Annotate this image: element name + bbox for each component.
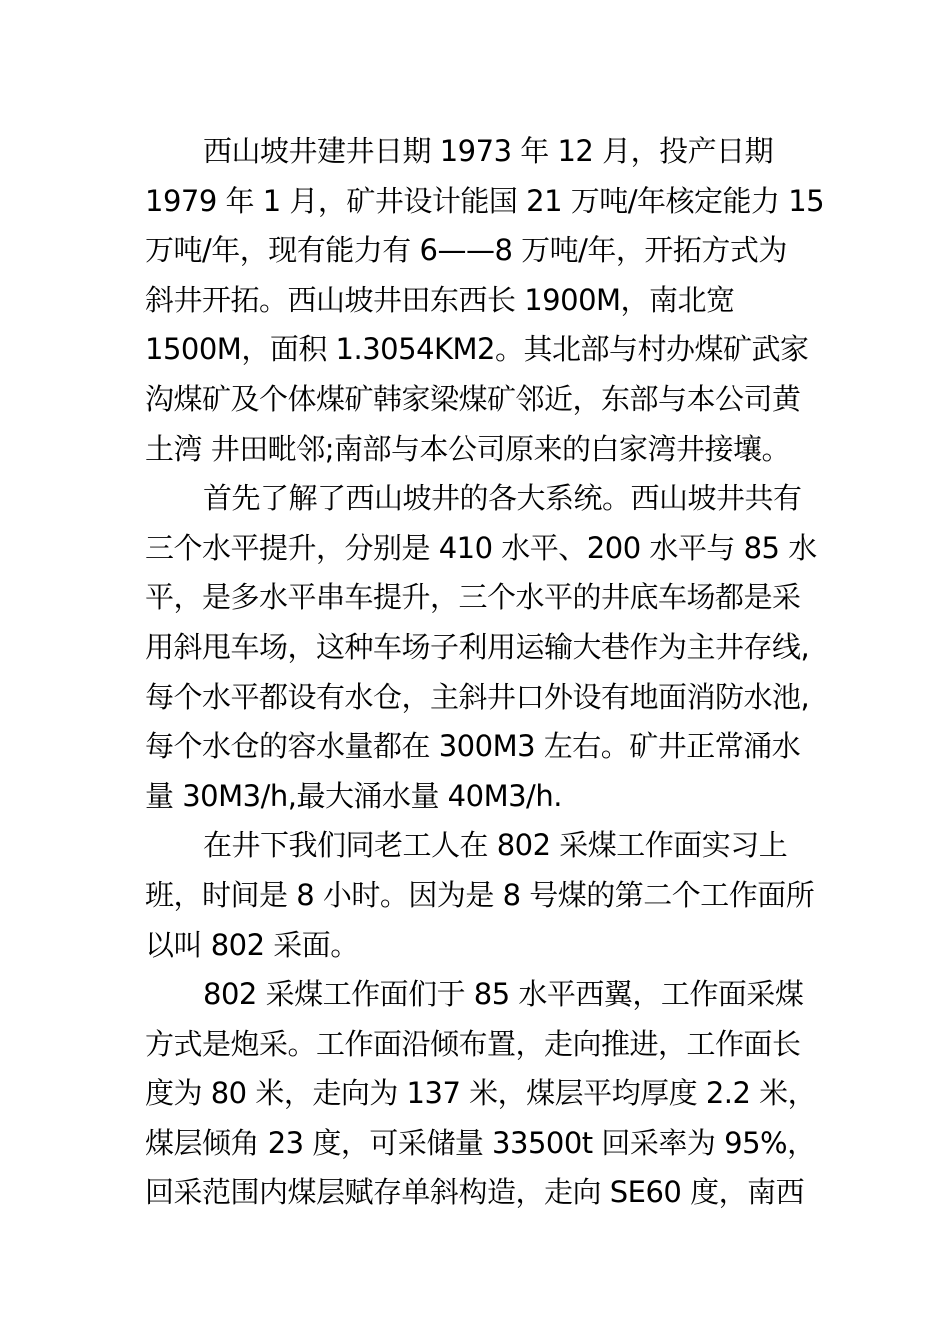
text-line: 西山坡井建井日期 1973 年 12 月，投产日期 — [203, 134, 774, 168]
text-line: 煤层倾角 23 度，可采储量 33500t 回采率为 95%， — [145, 1125, 816, 1160]
text-line: 平，是多水平串车提升，三个水平的井底车场都是采 — [145, 580, 801, 615]
paragraph — [145, 474, 825, 821]
text-line: 量 30M3/h,最大涌水量 40M3/h. — [145, 778, 562, 813]
text-line: 在井下我们同老工人在 802 采煤工作面实习上 — [203, 828, 788, 863]
text-line: 用斜甩车场，这种车场子利用运输大巷作为主井存线, — [145, 629, 810, 664]
paragraph — [145, 821, 825, 970]
paragraph — [145, 970, 825, 1218]
text-line: 每个水平都设有水仓，主斜井口外设有地面消防水池, — [145, 679, 810, 714]
text-line: 1500M，面积 1.3054KM2。其北部与村办煤矿武家 — [145, 332, 809, 367]
text-line: 首先了解了西山坡井的各大系统。西山坡井共有 — [203, 481, 802, 516]
text-line: 方式是炮采。工作面沿倾布置，走向推进，工作面长 — [145, 1026, 801, 1061]
text-line: 班，时间是 8 小时。因为是 8 号煤的第二个工作面所 — [145, 877, 815, 912]
text-line: 1979 年 1 月，矿井设计能国 21 万吨/年核定能力 15 — [145, 183, 825, 218]
text-line: 回采范围内煤层赋存单斜构造，走向 SE60 度，南西 — [145, 1175, 805, 1210]
text-line: 三个水平提升，分别是 410 水平、200 水平与 85 水 — [145, 530, 817, 565]
document-body — [145, 127, 825, 1218]
text-line: 每个水仓的容水量都在 300M3 左右。矿井正常涌水 — [145, 729, 801, 764]
text-line: 度为 80 米，走向为 137 米，煤层平均厚度 2.2 米， — [145, 1076, 817, 1111]
text-line: 以叫 802 采面。 — [145, 927, 359, 962]
text-line: 802 采煤工作面们于 85 水平西翼，工作面采煤 — [203, 977, 804, 1012]
text-line: 土湾 井田毗邻;南部与本公司原来的白家湾井接壤。 — [145, 431, 790, 466]
paragraph — [145, 127, 825, 474]
text-line: 沟煤矿及个体煤矿韩家梁煤矿邻近，东部与本公司黄 — [145, 381, 801, 416]
text-line: 万吨/年，现有能力有 6——8 万吨/年，开拓方式为 — [145, 233, 787, 268]
text-line: 斜井开拓。西山坡井田东西长 1900M，南北宽 — [145, 282, 735, 317]
